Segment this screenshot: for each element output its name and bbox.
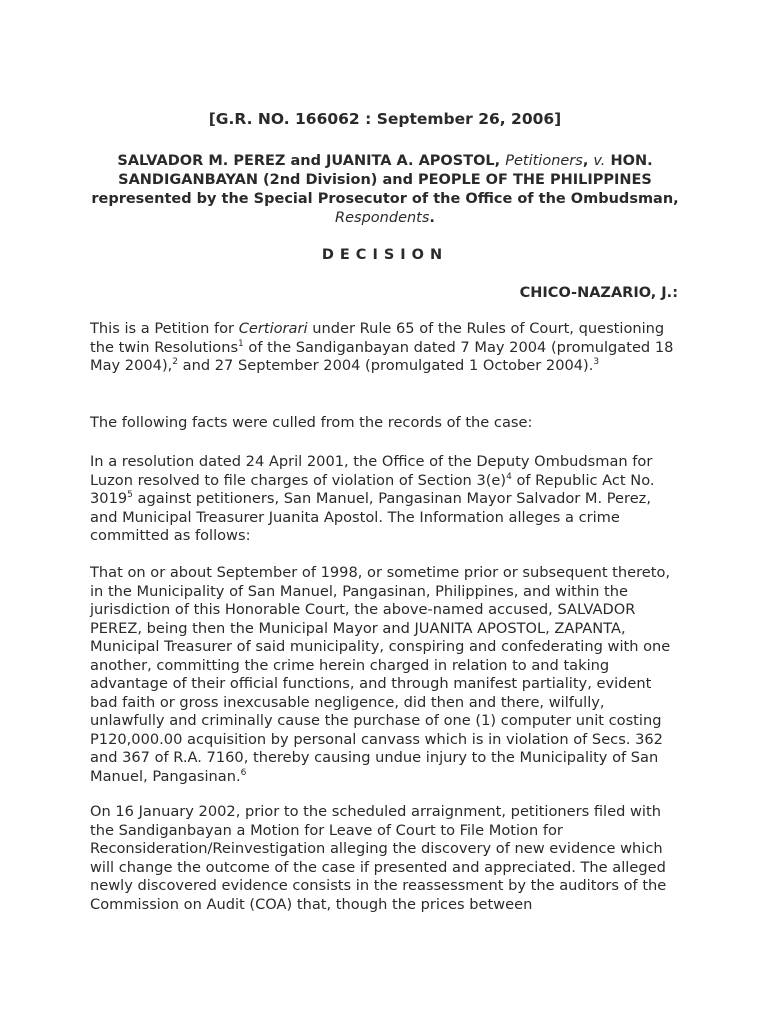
caption-end: . [429,210,435,226]
ponente-line: CHICO-NAZARIO, J.: [519,285,678,301]
text-run: of Republic Act No. 3019 [90,471,655,507]
case-caption [90,152,680,228]
petitioners-names: SALVADOR M. PEREZ and JUANITA A. APOSTOL, [117,153,501,169]
italic-term: Certiorari [238,320,308,337]
respondents-label: Respondents [335,210,430,226]
petitioners-label: Petitioners [505,153,583,169]
text-run: against petitioners, San Manuel, Pangasinan Mayor Salvador M. Perez, and Municipal Treasurer Juanita Apostol. The Information alleges a crime committed as follows: [90,490,651,544]
respondents-names: HON. SANDIGANBAYAN (2nd Division) and PEOPLE OF THE PHILIPPINES represented by the Special Prosecutor of the Office of the Ombudsman, [91,153,679,207]
paragraph-1 [90,320,682,376]
text-run: and 27 September 2004 (promulgated 1 October 2004). [178,357,594,374]
paragraph-5: On 16 January 2002, prior to the scheduled arraignment, petitioners filed with the Sandiganbayan a Motion for Leave of Court to File Motion for Reconsideration/Reinvestigation alleging the discovery of new evidence which will change the outcome of the case if presented and appreciated. The alleged newly discovered evidence consists in the reassessment by the auditors of the Commission on Audit (COA) that, though the prices between [90,803,667,913]
text-run: In a resolution dated 24 April 2001, the Office of the Deputy Ombudsman for Luzon resolved to file charges of violation of Section 3(e) [90,453,653,489]
footnote-ref-6[interactable]: 6 [240,767,247,778]
versus-label: v. [593,153,606,169]
case-number-heading: [G.R. NO. 166062 : September 26, 2006] [208,110,562,128]
footnote-ref-1[interactable]: 1 [238,338,244,349]
paragraph-3 [90,453,682,546]
text-run: under Rule 65 of the Rules of Court, questioning the twin Resolutions [90,320,665,356]
footnote-ref-3[interactable]: 3 [593,357,600,367]
text-run: That on or about September of 1998, or sometime prior or subsequent thereto, in the Municipality of San Manuel, Pangasinan, Philippines, and within the jurisdiction of this Honorable Court, the above-named accused, SALVADOR PEREZ, being then the Municipal Mayor and JUANITA APOSTOL, ZAPANTA, Municipal Treasurer of said municipality, conspiring and confederating with one another, committing the crime herein charged in relation to and taking advantage of their official functions, and through manifest partiality, evident bad faith or gross inexcusable negligence, did then and there, wilfully, unlawfully and criminally cause the purchase of one (1) computer unit costing P120,000.00 acquisition by personal canvass which is in violation of Secs. 362 and 367 of R.A. 7160, thereby causing undue injury to the Municipality of San Manuel, Pangasinan. [90,564,671,785]
footnote-ref-5[interactable]: 5 [127,490,133,500]
footnote-ref-4[interactable]: 4 [506,471,512,482]
caption-separator: , [582,153,589,169]
paragraph-2: The following facts were culled from the records of the case: [90,414,533,431]
footnote-ref-2[interactable]: 2 [172,357,179,367]
text-run: This is a Petition for [90,320,239,337]
text-run: of the Sandiganbayan dated 7 May 2004 (promulgated 18 May 2004), [90,338,674,374]
paragraph-4-information [90,564,682,786]
decision-heading: DECISION [321,247,449,263]
